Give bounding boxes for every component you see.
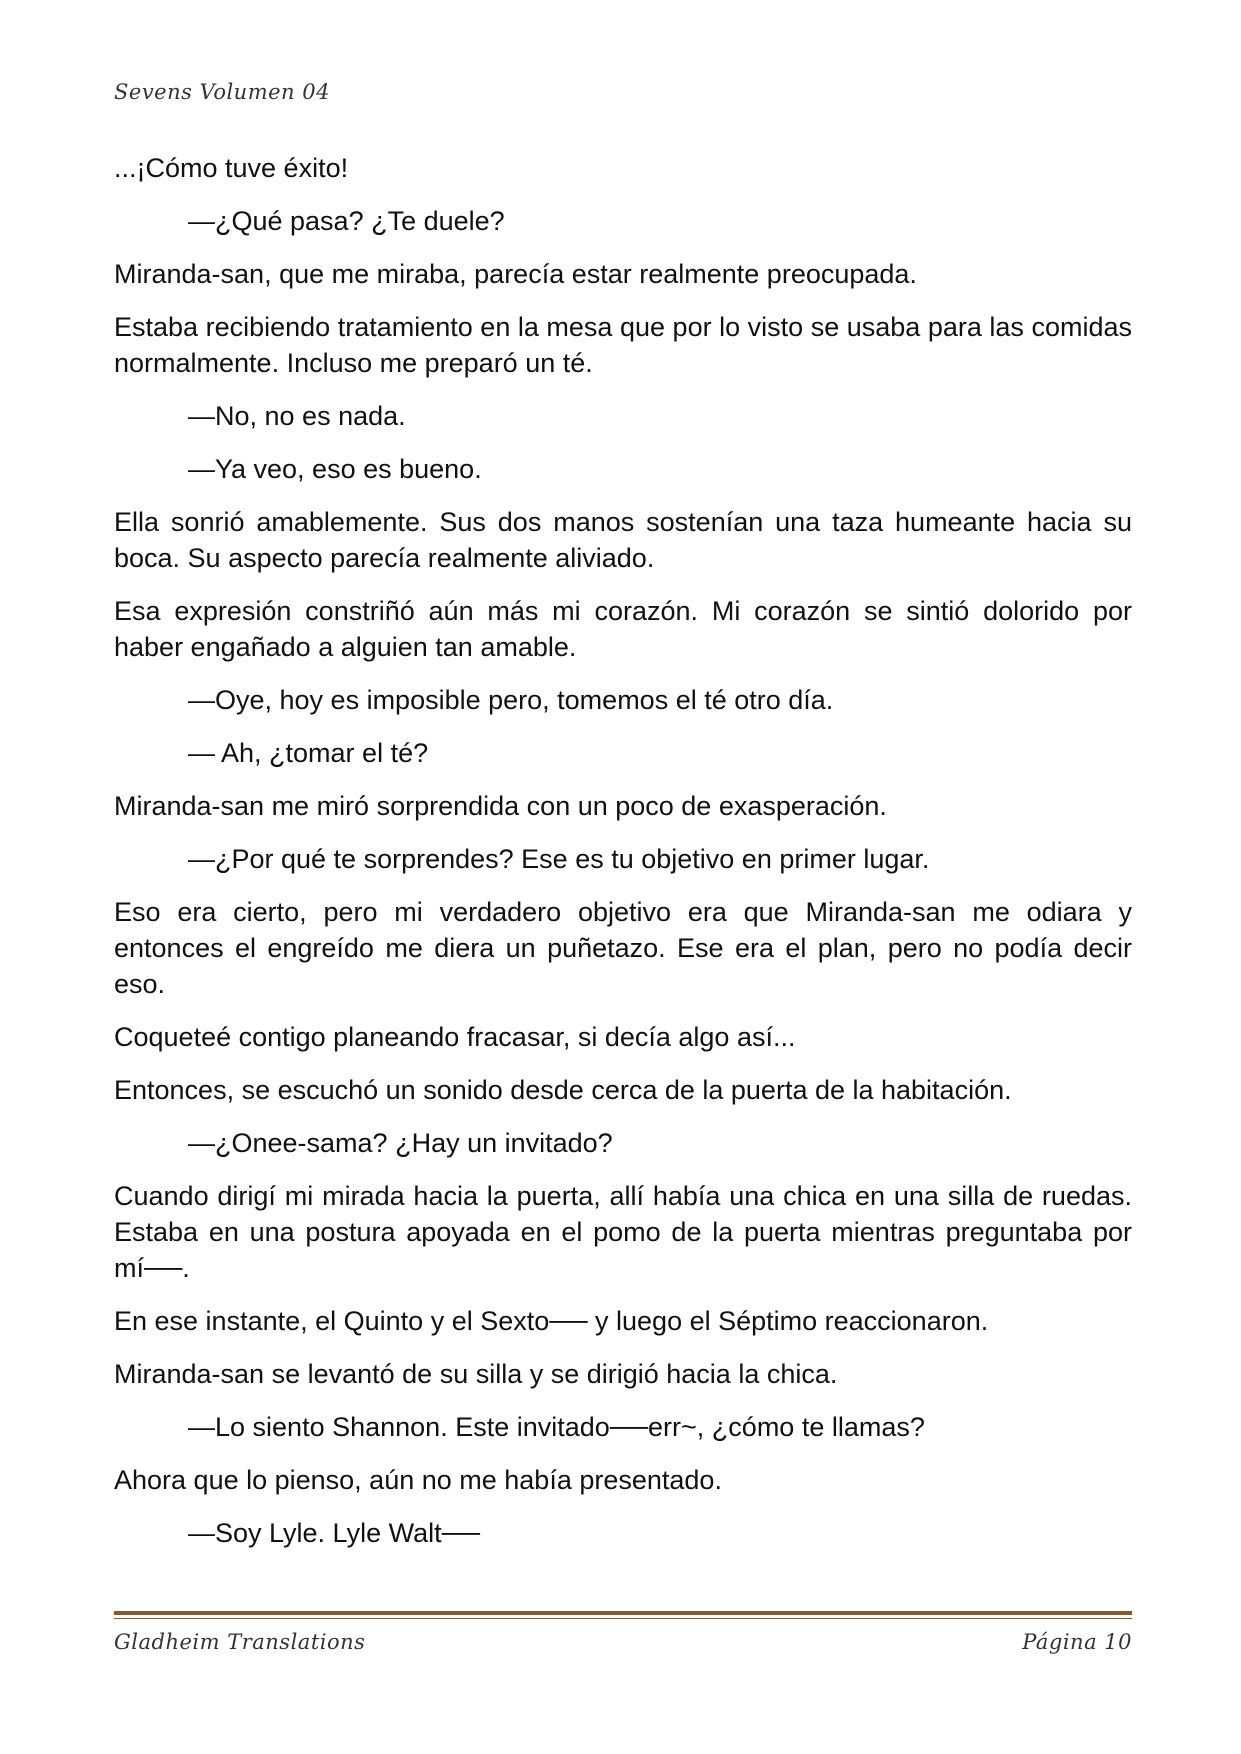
paragraph: Estaba recibiendo tratamiento en la mesa que por lo visto se usaba para las comidas normalmente. Incluso me preparó un té. [114,312,1132,378]
page-header-title: Sevens Volumen 04 [114,80,330,104]
dialogue-paragraph: —¿Por qué te sorprendes? Ese es tu objetivo en primer lugar. [188,844,930,874]
paragraph: Ahora que lo pienso, aún no me había presentado. [114,1465,722,1495]
paragraph: Cuando dirigí mi mirada hacia la puerta, allí había una chica en una silla de ruedas. Estaba en una postura apoyada en el pomo de la puerta mientras preguntaba por mí──. [114,1181,1132,1283]
dialogue-paragraph: —Oye, hoy es imposible pero, tomemos el té otro día. [188,685,834,715]
paragraph: En ese instante, el Quinto y el Sexto── y luego el Séptimo reaccionaron. [114,1306,989,1336]
footer-divider-thin [114,1618,1132,1619]
paragraph: Ella sonrió amablemente. Sus dos manos sostenían una taza humeante hacia su boca. Su aspecto parecía realmente aliviado. [114,507,1132,573]
dialogue-paragraph: — Ah, ¿tomar el té? [188,738,429,768]
dialogue-paragraph: —¿Onee-sama? ¿Hay un invitado? [188,1128,613,1158]
paragraph: Esa expresión constriñó aún más mi corazón. Mi corazón se sintió dolorido por haber engañado a alguien tan amable. [114,596,1132,662]
footer-divider-thick [114,1611,1132,1615]
dialogue-paragraph: —¿Qué pasa? ¿Te duele? [188,206,505,236]
dialogue-paragraph: —Ya veo, eso es bueno. [188,454,482,484]
paragraph: Coqueteé contigo planeando fracasar, si decía algo así... [114,1022,796,1052]
paragraph: ...¡Cómo tuve éxito! [114,153,349,183]
paragraph: Entonces, se escuchó un sonido desde cerca de la puerta de la habitación. [114,1075,1012,1105]
paragraph: Miranda-san, que me miraba, parecía estar realmente preocupada. [114,259,917,289]
paragraph: Miranda-san me miró sorprendida con un poco de exasperación. [114,791,887,821]
footer-page-number: Página 10 [1022,1630,1132,1654]
dialogue-paragraph: —Lo siento Shannon. Este invitado──err~, ¿cómo te llamas? [188,1412,925,1442]
footer-publisher: Gladheim Translations [114,1630,366,1654]
paragraph: Miranda-san se levantó de su silla y se dirigió hacia la chica. [114,1359,838,1389]
dialogue-paragraph: —Soy Lyle. Lyle Walt── [188,1518,480,1548]
paragraph: Eso era cierto, pero mi verdadero objetivo era que Miranda-san me odiara y entonces el engreído me diera un puñetazo. Ese era el plan, pero no podía decir eso. [114,897,1132,999]
body-text [114,150,1132,1568]
dialogue-paragraph: —No, no es nada. [188,401,406,431]
